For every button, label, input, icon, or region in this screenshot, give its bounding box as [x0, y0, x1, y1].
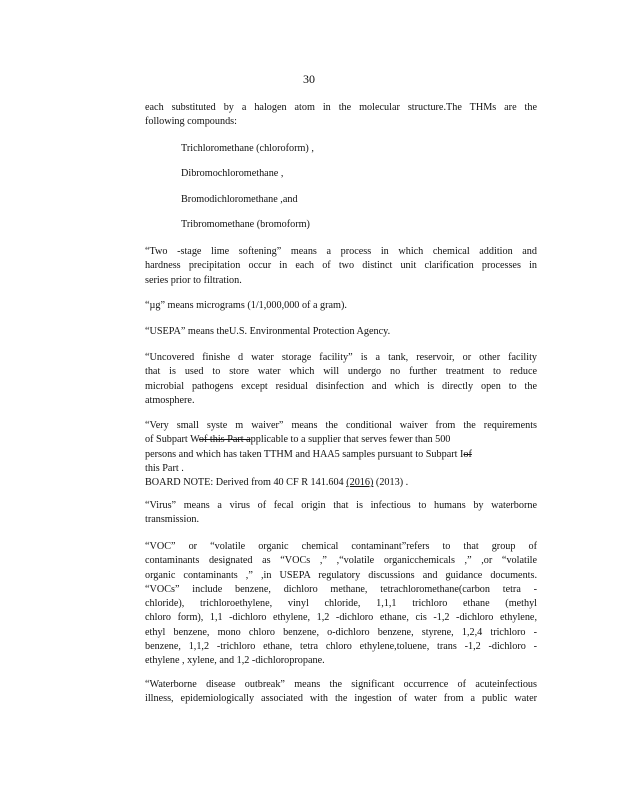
text-segment: persons and which has taken TTHM and HAA5 samples pursuant to Subpart I	[145, 448, 464, 460]
text-segment: BOARD NOTE: Derived from 40 CF R 141.604	[145, 477, 347, 489]
compound-item: Trichloromethane (chloroform) ,	[181, 143, 314, 154]
text-segment: pplicable to a supplier that serves fewer than 500	[250, 434, 451, 446]
text-line: chloride), trichloroethylene, vinyl chloride, 1,1,1 trichloro ethane (methyl	[145, 598, 537, 610]
text-line: ethylene , xylene, and 1,2 -dichloropropane.	[145, 655, 325, 667]
definition-usepa	[145, 325, 537, 339]
text-line: illness, epidemiologically associated with the ingestion of water from a public water	[145, 693, 537, 705]
text-segment: (2013) .	[373, 477, 409, 489]
text-line: that is used to store water which will undergo no further treatment to reduce	[145, 366, 537, 378]
text-line: “Virus” means a virus of fecal origin that is infectious to humans by waterborne	[145, 500, 537, 511]
thm-intro-paragraph	[145, 101, 537, 130]
text-line: “Waterborne disease outbreak” means the significant occurrence of acuteinfectious	[145, 679, 537, 690]
text-line: organic contaminants ,” ,in USEPA regulatory discussions and guidance documents.	[145, 569, 537, 581]
compound-item: Tribromomethane (bromoform)	[181, 219, 310, 230]
text-line: transmission.	[145, 514, 200, 526]
text-line: hardness precipitation occur in each of two distinct unit clarification processes in	[145, 260, 537, 272]
struck-text: of this Part a	[198, 434, 251, 446]
text-line: “VOC” or “volatile organic chemical contaminant”refers to that group of	[145, 541, 537, 552]
text-line: “VOCs” include benzene, dichloro methane, tetrachloromethane(carbon tetra -	[145, 583, 537, 595]
page-number: 30	[303, 72, 315, 86]
board-note	[145, 476, 537, 490]
definition-uncovered-storage-facility	[145, 351, 537, 408]
definition-two-stage-lime-softening	[145, 245, 537, 288]
text-line: series prior to filtration.	[145, 274, 242, 286]
text-line	[145, 448, 537, 462]
struck-text: of	[463, 448, 472, 460]
definition-waterborne-disease-outbreak	[145, 678, 537, 707]
text-line: “µg” means micrograms (1/1,000,000 of a gram).	[145, 300, 347, 311]
text-line: chloro form), 1,1 -dichloro ethylene, 1,2 -dichloro ethane, cis -1,2 -dichloro ethylene,	[145, 612, 537, 624]
definition-voc	[145, 540, 537, 669]
compound-item: Dibromochloromethane ,	[181, 168, 284, 179]
text-line: benzene, 1,1,2 -trichloro ethane, tetra chloro ethylene,toluene, trans -1,2 -dichloro -	[145, 641, 537, 653]
text-line: contaminants designated as “VOCs ,” ,“volatile organicchemicals ,” ,or “volatile	[145, 555, 537, 567]
text-line: “Two -stage lime softening” means a process in which chemical addition and	[145, 246, 537, 257]
text-segment: of Subpart W	[145, 434, 199, 446]
definition-micrograms	[145, 299, 537, 313]
text-line: ethyl benzene, mono chloro benzene, o-dichloro benzene, styrene, 1,2,4 trichloro -	[145, 626, 537, 638]
text-line: following compounds:	[145, 116, 237, 128]
text-line: microbial pathogens except residual disinfection and which is directly open to the	[145, 380, 537, 392]
text-line: atmosphere.	[145, 394, 195, 406]
text-line: this Part .	[145, 462, 184, 474]
text-line	[145, 433, 537, 447]
definition-very-small-system-waiver	[145, 419, 537, 490]
text-line: “USEPA” means theU.S. Environmental Protection Agency.	[145, 326, 391, 337]
text-line: “Uncovered finishe d water storage facility” is a tank, reservoir, or other facility	[145, 352, 537, 363]
underlined-text: (2016)	[346, 477, 374, 489]
definition-virus	[145, 499, 537, 528]
compound-item: Bromodichloromethane ,and	[181, 194, 298, 205]
text-line: “Very small syste m waiver” means the conditional waiver from the requirements	[145, 420, 537, 431]
text-line: each substituted by a halogen atom in the molecular structure.The THMs are the	[145, 102, 537, 113]
